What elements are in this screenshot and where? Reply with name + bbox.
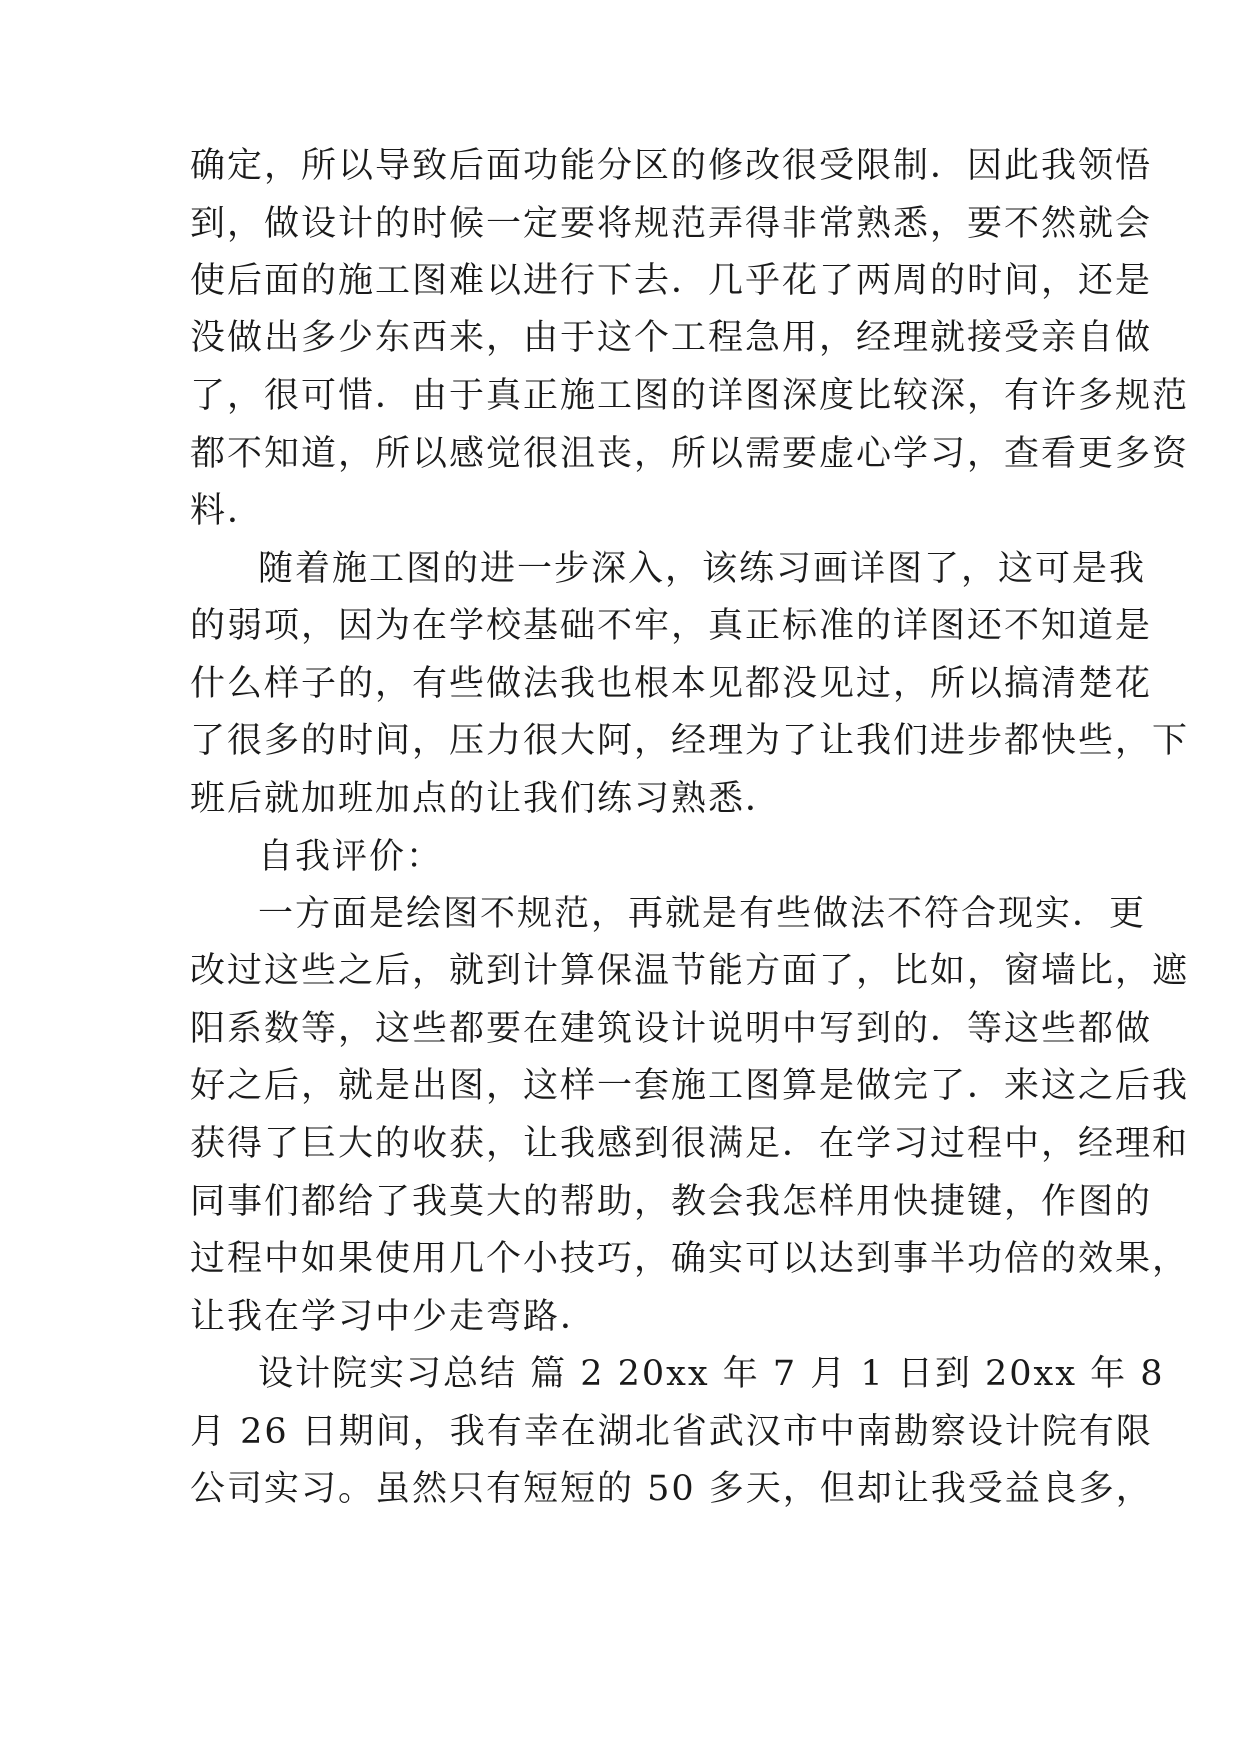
text-line: 随着施工图的进一步深入，该练习画详图了，这可是我: [258, 549, 1147, 589]
text-line: 月 26 日期间，我有幸在湖北省武汉市中南勘察设计院有限: [190, 1412, 1153, 1452]
text-line: 什么样子的，有些做法我也根本见都没见过，所以搞清楚花: [190, 664, 1153, 704]
text-line: 好之后，就是出图，这样一套施工图算是做完了．来这之后我: [190, 1066, 1190, 1106]
text-line: 改过这些之后，就到计算保温节能方面了，比如，窗墙比，遮: [190, 951, 1190, 991]
text-line: 到，做设计的时候一定要将规范弄得非常熟悉，要不然就会: [190, 204, 1153, 244]
text-line: 一方面是绘图不规范，再就是有些做法不符合现实．更: [258, 894, 1147, 934]
text-line: 过程中如果使用几个小技巧，确实可以达到事半功倍的效果，: [190, 1239, 1190, 1279]
text-line: 使后面的施工图难以进行下去．几乎花了两周的时间，还是: [190, 261, 1153, 301]
text-line: 料．: [190, 491, 265, 531]
text-line: 了很多的时间，压力很大阿，经理为了让我们进步都快些，下: [190, 721, 1190, 761]
text-line: 没做出多少东西来，由于这个工程急用，经理就接受亲自做: [190, 318, 1153, 358]
text-line: 都不知道，所以感觉很沮丧，所以需要虚心学习，查看更多资: [190, 434, 1190, 474]
text-line: 同事们都给了我莫大的帮助，教会我怎样用快捷键，作图的: [190, 1182, 1153, 1222]
text-line: 公司实习。虽然只有短短的 50 多天，但却让我受益良多，: [190, 1469, 1153, 1509]
text-line: 获得了巨大的收获，让我感到很满足．在学习过程中，经理和: [190, 1124, 1190, 1164]
text-line: 了，很可惜．由于真正施工图的详图深度比较深，有许多规范: [190, 376, 1190, 416]
text-line: 班后就加班加点的让我们练习熟悉．: [190, 779, 783, 819]
text-line: 确定，所以导致后面功能分区的修改很受限制．因此我领悟: [190, 146, 1153, 186]
text-line: 阳系数等，这些都要在建筑设计说明中写到的．等这些都做: [190, 1009, 1153, 1049]
section-heading: 自我评价：: [258, 837, 444, 877]
text-line: 的弱项，因为在学校基础不牢，真正标准的详图还不知道是: [190, 606, 1153, 646]
text-line: 让我在学习中少走弯路．: [190, 1297, 598, 1337]
section-title-line: 设计院实习总结 篇 2 20xx 年 7 月 1 日到 20xx 年 8: [258, 1354, 1165, 1394]
